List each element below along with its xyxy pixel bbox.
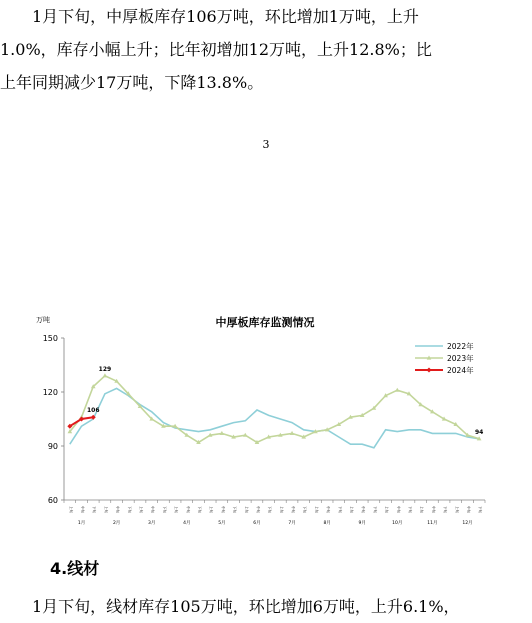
month-label: 11月 bbox=[427, 521, 438, 525]
x-tick-label: 上旬 bbox=[244, 506, 249, 513]
x-tick-label: 上旬 bbox=[454, 506, 459, 513]
month-label: 2月 bbox=[112, 521, 121, 525]
x-tick-label: 下旬 bbox=[337, 506, 342, 513]
data-point bbox=[395, 388, 400, 392]
chart-series bbox=[67, 366, 483, 448]
x-tick-label: 下旬 bbox=[443, 506, 448, 513]
x-tick-label: 下旬 bbox=[302, 506, 307, 513]
series-line-2023年 bbox=[70, 376, 479, 443]
x-tick-label: 中旬 bbox=[431, 506, 436, 513]
x-tick-label: 下旬 bbox=[267, 506, 272, 513]
month-label: 12月 bbox=[462, 521, 473, 525]
x-tick-label: 中旬 bbox=[291, 506, 296, 513]
month-label: 10月 bbox=[392, 521, 403, 525]
paragraph-line: 1月下旬，中厚板库存106万吨，环比增加1万吨，上升 bbox=[0, 7, 419, 26]
chart-title: 中厚板库存监测情况 bbox=[215, 316, 315, 329]
x-tick-label: 中旬 bbox=[115, 506, 120, 513]
paragraph-line: 1.0%，库存小幅上升；比年初增加12万吨，上升12.8%；比 bbox=[0, 40, 432, 59]
x-tick-label: 下旬 bbox=[372, 506, 377, 513]
data-point bbox=[103, 373, 108, 377]
legend-label: 2023年 bbox=[447, 354, 474, 363]
month-label: 3月 bbox=[148, 521, 156, 525]
y-tick-label: 60 bbox=[47, 496, 58, 505]
y-tick-label: 150 bbox=[42, 334, 58, 343]
x-tick-label: 中旬 bbox=[150, 506, 155, 513]
data-label: 106 bbox=[86, 407, 100, 415]
x-tick-label: 上旬 bbox=[349, 506, 354, 513]
x-tick-label: 上旬 bbox=[419, 506, 424, 513]
x-tick-label: 中旬 bbox=[326, 506, 331, 513]
x-tick-label: 中旬 bbox=[361, 506, 366, 513]
x-tick-label: 中旬 bbox=[255, 506, 260, 513]
x-tick-label: 上旬 bbox=[209, 506, 214, 513]
x-tick-label: 上旬 bbox=[103, 506, 108, 513]
paragraph-wire-rod: 1月下旬，线材库存105万吨，环比增加6万吨，上升6.1%， bbox=[0, 597, 460, 616]
y-tick-label: 90 bbox=[47, 442, 58, 451]
x-tick-label: 中旬 bbox=[396, 506, 401, 513]
x-tick-label: 上旬 bbox=[279, 506, 284, 513]
page-number: 3 bbox=[262, 138, 270, 151]
x-tick-label: 中旬 bbox=[185, 506, 190, 513]
x-tick-label: 上旬 bbox=[314, 506, 319, 513]
y-axis-unit-label: 万吨 bbox=[36, 316, 50, 324]
x-tick-label: 下旬 bbox=[232, 506, 237, 513]
x-tick-label: 上旬 bbox=[139, 506, 144, 513]
legend-marker bbox=[427, 368, 432, 373]
x-tick-label: 下旬 bbox=[407, 506, 412, 513]
month-label: 5月 bbox=[218, 521, 226, 525]
x-tick-label: 上旬 bbox=[68, 506, 73, 513]
x-tick-label: 上旬 bbox=[174, 506, 179, 513]
month-label: 7月 bbox=[288, 521, 296, 525]
paragraph-inventory-summary bbox=[0, 0, 532, 99]
x-tick-label: 中旬 bbox=[80, 506, 85, 513]
x-tick-label: 中旬 bbox=[220, 506, 225, 513]
x-tick-label: 下旬 bbox=[197, 506, 202, 513]
x-tick-label: 中旬 bbox=[466, 506, 471, 513]
x-tick-label: 下旬 bbox=[478, 506, 483, 513]
month-label: 1月 bbox=[77, 521, 86, 525]
month-label: 4月 bbox=[183, 521, 191, 525]
month-label: 9月 bbox=[358, 521, 366, 525]
x-tick-label: 下旬 bbox=[127, 506, 132, 513]
data-label: 94 bbox=[474, 428, 484, 436]
x-tick-label: 下旬 bbox=[92, 506, 97, 513]
month-label: 6月 bbox=[253, 521, 261, 525]
x-tick-label: 上旬 bbox=[384, 506, 389, 513]
chart-legend bbox=[415, 341, 474, 375]
inventory-line-chart bbox=[30, 310, 500, 525]
paragraph-line: 上年同期减少17万吨，下降13.8%。 bbox=[0, 73, 264, 92]
data-label: 129 bbox=[98, 365, 112, 373]
month-label: 8月 bbox=[323, 521, 331, 525]
legend-label: 2024年 bbox=[447, 366, 474, 375]
x-tick-label: 下旬 bbox=[162, 506, 167, 513]
legend-label: 2022年 bbox=[447, 342, 474, 351]
section-title: 4.线材 bbox=[50, 559, 100, 578]
y-tick-label: 120 bbox=[42, 388, 58, 397]
